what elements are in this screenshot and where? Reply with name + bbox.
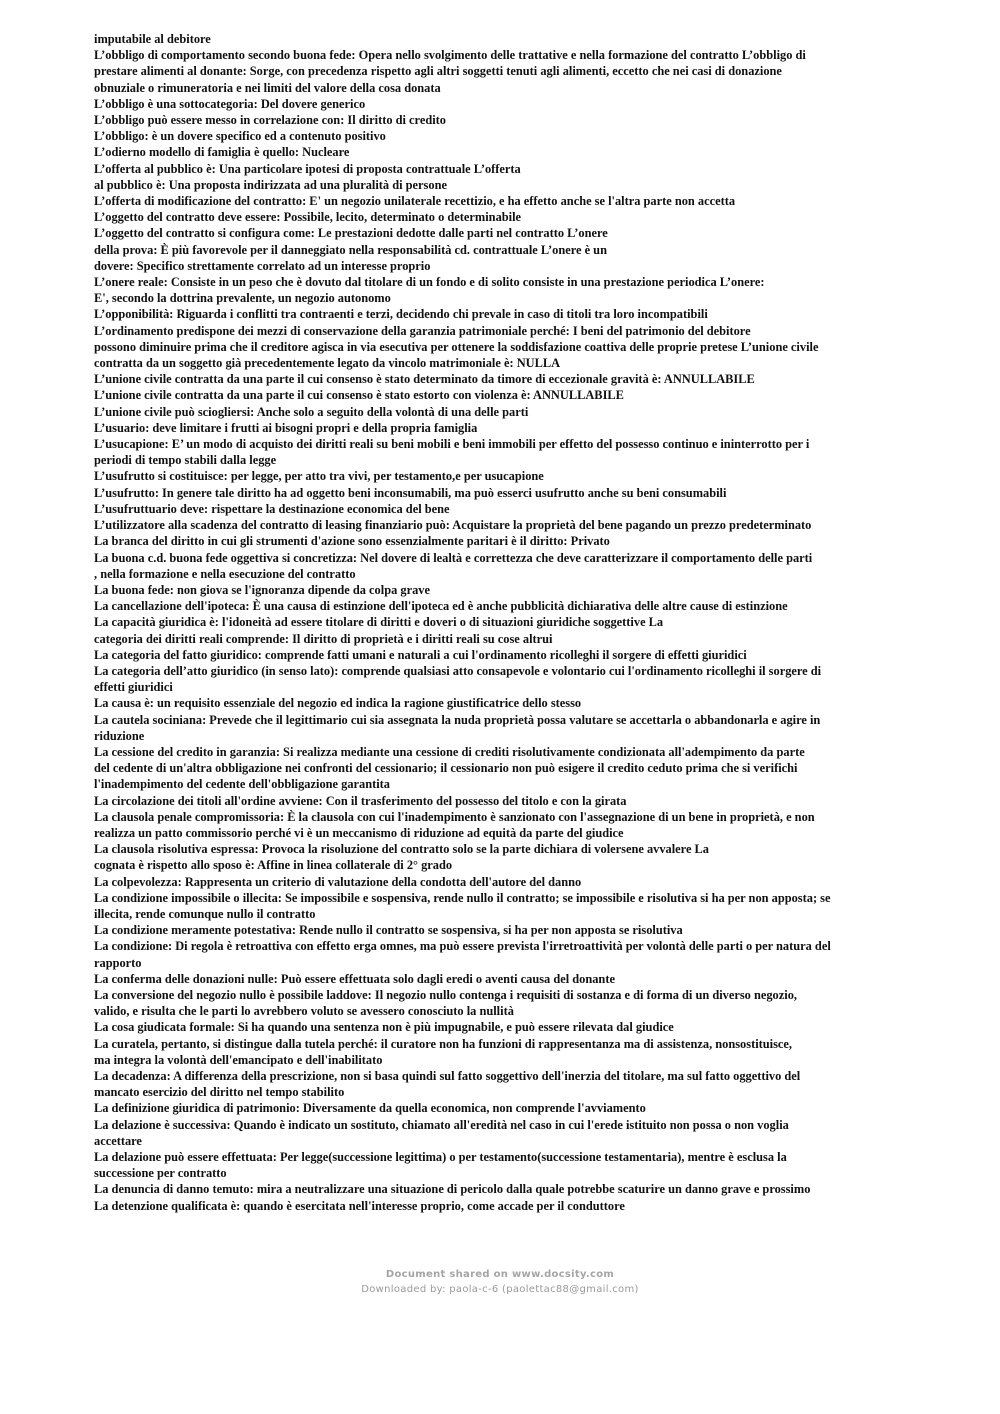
text-line: La buona fede: non giova se l'ignoranza dipende da colpa grave [94,582,430,597]
text-line: realizza un patto commissorio perché vi è un meccanismo di riduzione ad equità da parte del giudice [94,825,624,840]
text-line: categoria dei diritti reali comprende: Il diritto di proprietà e i diritti reali su cose altrui [94,631,553,646]
text-line: della prova: È più favorevole per il danneggiato nella responsabilità cd. contrattuale L’onere è un [94,242,607,257]
text-line: La causa è: un requisito essenziale del negozio ed indica la ragione giustificatrice dello stesso [94,696,582,711]
text-line: La cautela sociniana: Prevede che il legittimario cui sia assegnata la nuda proprietà possa valutare se accettarla o abbandonarla e agire in [94,712,821,727]
text-line: La buona c.d. buona fede oggettiva si concretizza: Nel dovere di lealtà e correttezza che deve caratterizzare il comportamento delle parti [94,550,813,565]
text-line: prestare alimenti al donante: Sorge, con precedenza rispetto agli altri soggetti tenuti agli alimenti, eccetto che nei casi di donazione [94,64,782,79]
text-line: cognata è rispetto allo sposo è: Affine in linea collaterale di 2° grado [94,858,453,873]
text-line: La circolazione dei titoli all'ordine avviene: Con il trasferimento del possesso del titolo e con la girata [94,793,627,808]
text-line: rapporto [94,955,142,970]
text-line: La categoria del fatto giuridico: comprende fatti umani e naturali a cui l'ordinamento ricolleghi il sorgere di effetti giuridici [94,647,747,662]
text-line: imputabile al debitore [94,32,211,46]
text-line: La cosa giudicata formale: Si ha quando una sentenza non è più impugnabile, e può essere rilevata dal giudice [94,1020,674,1035]
text-line: L’usucapione: E’ un modo di acquisto dei diritti reali su beni mobili e beni immobili per effetto del possesso continuo e ininterrotto per i [94,437,810,452]
text-line: accettare [94,1133,142,1148]
text-line: La cancellazione dell'ipoteca: È una causa di estinzione dell'ipoteca ed è anche pubblicità dichiarativa delle altre cause di estinzione [94,599,788,614]
text-line: L’unione civile contratta da una parte il cui consenso è stato determinato da timore di eccezionale gravità è: ANNULLABILE [94,372,755,387]
text-line: L’unione civile contratta da una parte il cui consenso è stato estorto con violenza è: ANNULLABILE [94,388,624,403]
text-line: La categoria dell’atto giuridico (in senso lato): comprende qualsiasi atto consapevole e volontario cui l'ordinamento ricolleghi il sorgere di [94,663,822,678]
text-line: L’odierno modello di famiglia è quello: Nucleare [94,145,350,160]
text-line: L’ordinamento predispone dei mezzi di conservazione della garanzia patrimoniale perché: I beni del patrimonio del debitore [94,323,751,338]
text-line: mancato esercizio del diritto nel tempo stabilito [94,1085,345,1100]
text-line: La delazione è successiva: Quando è indicato un sostituto, chiamato all'eredità nel caso in cui l'erede istituito non possa o non voglia [94,1117,789,1132]
text-line: L’obbligo: è un dovere specifico ed a contenuto positivo [94,129,386,144]
text-line: illecita, rende comunque nullo il contratto [94,906,316,921]
text-line: E', secondo la dottrina prevalente, un negozio autonomo [94,291,391,306]
text-line: L’obbligo è una sottocategoria: Del dovere generico [94,96,366,111]
text-line: L’oggetto del contratto si configura come: Le prestazioni dedotte dalle parti nel contratto L’onere [94,226,608,241]
text-line: La condizione: Di regola è retroattiva con effetto erga omnes, ma può essere prevista l'irretroattività per volontà delle parti o per natura del [94,939,831,954]
text-line: valido, e risulta che le parti lo avrebbero voluto se avessero conosciuto la nullità [94,1004,514,1019]
text-line: La definizione giuridica di patrimonio: Diversamente da quella economica, non comprende l'avviamento [94,1101,646,1116]
text-line: al pubblico è: Una proposta indirizzata ad una pluralità di persone [94,177,447,192]
text-line: L’unione civile può sciogliersi: Anche solo a seguito della volontà di una delle parti [94,404,529,419]
text-line: contratta da un soggetto già precedentemente legato da vincolo matrimoniale è: NULLA [94,356,561,371]
text-line: periodi di tempo stabili dalla legge [94,453,277,468]
text-line: La condizione impossibile o illecita: Se impossibile e sospensiva, rende nullo il contratto; se impossibile e risolutiva si ha per non apposta; se [94,890,831,905]
text-line: L’obbligo può essere messo in correlazione con: Il diritto di credito [94,113,446,128]
text-line: L’usufruttuario deve: rispettare la destinazione economica del bene [94,501,450,516]
text-line: riduzione [94,728,145,743]
text-line: L’utilizzatore alla scadenza del contratto di leasing finanziario può: Acquistare la proprietà del bene pagando un prezzo predeterminato [94,518,812,533]
footer-shared-notice: Document shared on www.docsity.com [385,1269,615,1280]
text-line: La curatela, pertanto, si distingue dalla tutela perché: il curatore non ha funzioni di rappresentanza ma di assistenza, nonsostituisce, [94,1036,793,1051]
text-line: La delazione può essere effettuata: Per legge(successione legittima) o per testamento(successione testamentaria), mentre è esclusa la [94,1150,787,1165]
text-line: La clausola penale compromissoria: È la clausola con cui l'inadempimento è sanzionato con l'assegnazione di un bene in proprietà, e non [94,809,815,824]
text-line: La conferma delle donazioni nulle: Può essere effettuata solo dagli eredi o aventi causa del donante [94,971,615,986]
text-line: l'inadempimento del cedente dell'obbligazione garantita [94,777,390,792]
text-line: L’offerta al pubblico è: Una particolare ipotesi di proposta contrattuale L’offerta [94,161,521,176]
text-line: L’usufrutto: In genere tale diritto ha ad oggetto beni inconsumabili, ma può esserci usufrutto anche su beni consumabili [94,485,727,500]
text-line: effetti giuridici [94,680,173,695]
text-line: La decadenza: A differenza della prescrizione, non si basa quindi sul fatto soggettivo dell'inerzia del titolare, ma sul fatto oggettivo del [94,1069,801,1083]
document-body [94,31,966,1214]
text-line: possono diminuire prima che il creditore agisca in via esecutiva per ottenere la soddisfazione coattiva delle proprie pretese L’unione civile [94,339,819,354]
text-line: del cedente di un'altra obbligazione nei confronti del cessionario; il cessionario non può esigere il credito ceduto prima che si verifichi [94,761,798,776]
text-line: La branca del diritto in cui gli strumenti d'azione sono essenzialmente paritari è il diritto: Privato [94,534,610,549]
text-line: L’obbligo di comportamento secondo buona fede: Opera nello svolgimento delle trattative e nella formazione del contratto L’obbligo di [94,48,806,63]
text-line: L’offerta di modificazione del contratto: E' un negozio unilaterale recettizio, e ha effetto anche se l'altra parte non accetta [94,194,736,209]
text-line: L’usuario: deve limitare i frutti ai bisogni propri e della propria famiglia [94,420,478,435]
text-line: L’onere reale: Consiste in un peso che è dovuto dal titolare di un fondo e di solito consiste in una prestazione periodica L’onere: [94,275,765,290]
text-line: La capacità giuridica è: l'idoneità ad essere titolare di diritti e doveri o di situazioni giuridiche soggettive La [94,615,664,630]
text-line: dovere: Specifico strettamente correlato ad un interesse proprio [94,258,431,273]
text-line: , nella formazione e nella esecuzione del contratto [94,566,356,581]
text-line: La clausola risolutiva espressa: Provoca la risoluzione del contratto solo se la parte dichiara di volersene avvalere La [94,842,709,857]
text-line: ma integra la volontà dell'emancipato e dell'inabilitato [94,1052,383,1067]
text-line: La conversione del negozio nullo è possibile laddove: Il negozio nullo contenga i requisiti di sostanza e di forma di un diverso negozio, [94,987,797,1002]
text-line: La denuncia di danno temuto: mira a neutralizzare una situazione di pericolo dalla quale potrebbe scaturire un danno grave e prossimo [94,1182,811,1197]
text-line: successione per contratto [94,1166,227,1181]
text-line: La condizione meramente potestativa: Rende nullo il contratto se sospensiva, si ha per non apposta se risolutiva [94,923,683,938]
footer-download-notice: Downloaded by: paola-c-6 (paolettac88@gmail.com) [361,1284,639,1295]
text-line: L’usufrutto si costituisce: per legge, per atto tra vivi, per testamento,e per usucapione [94,469,544,484]
text-line: La detenzione qualificata è: quando è esercitata nell'interesse proprio, come accade per il conduttore [94,1198,625,1213]
text-line: La colpevolezza: Rappresenta un criterio di valutazione della condotta dell'autore del danno [94,874,582,889]
text-line: L’oggetto del contratto deve essere: Possibile, lecito, determinato o determinabile [94,210,522,225]
text-line: L’opponibilità: Riguarda i conflitti tra contraenti e terzi, decidendo chi prevale in caso di titoli tra loro incompatibili [94,307,708,322]
text-line: obnuziale o rimuneratoria e nei limiti del valore della cosa donata [94,80,441,95]
text-line: La cessione del credito in garanzia: Si realizza mediante una cessione di crediti risolutivamente condizionata all'adempimento da parte [94,744,805,759]
